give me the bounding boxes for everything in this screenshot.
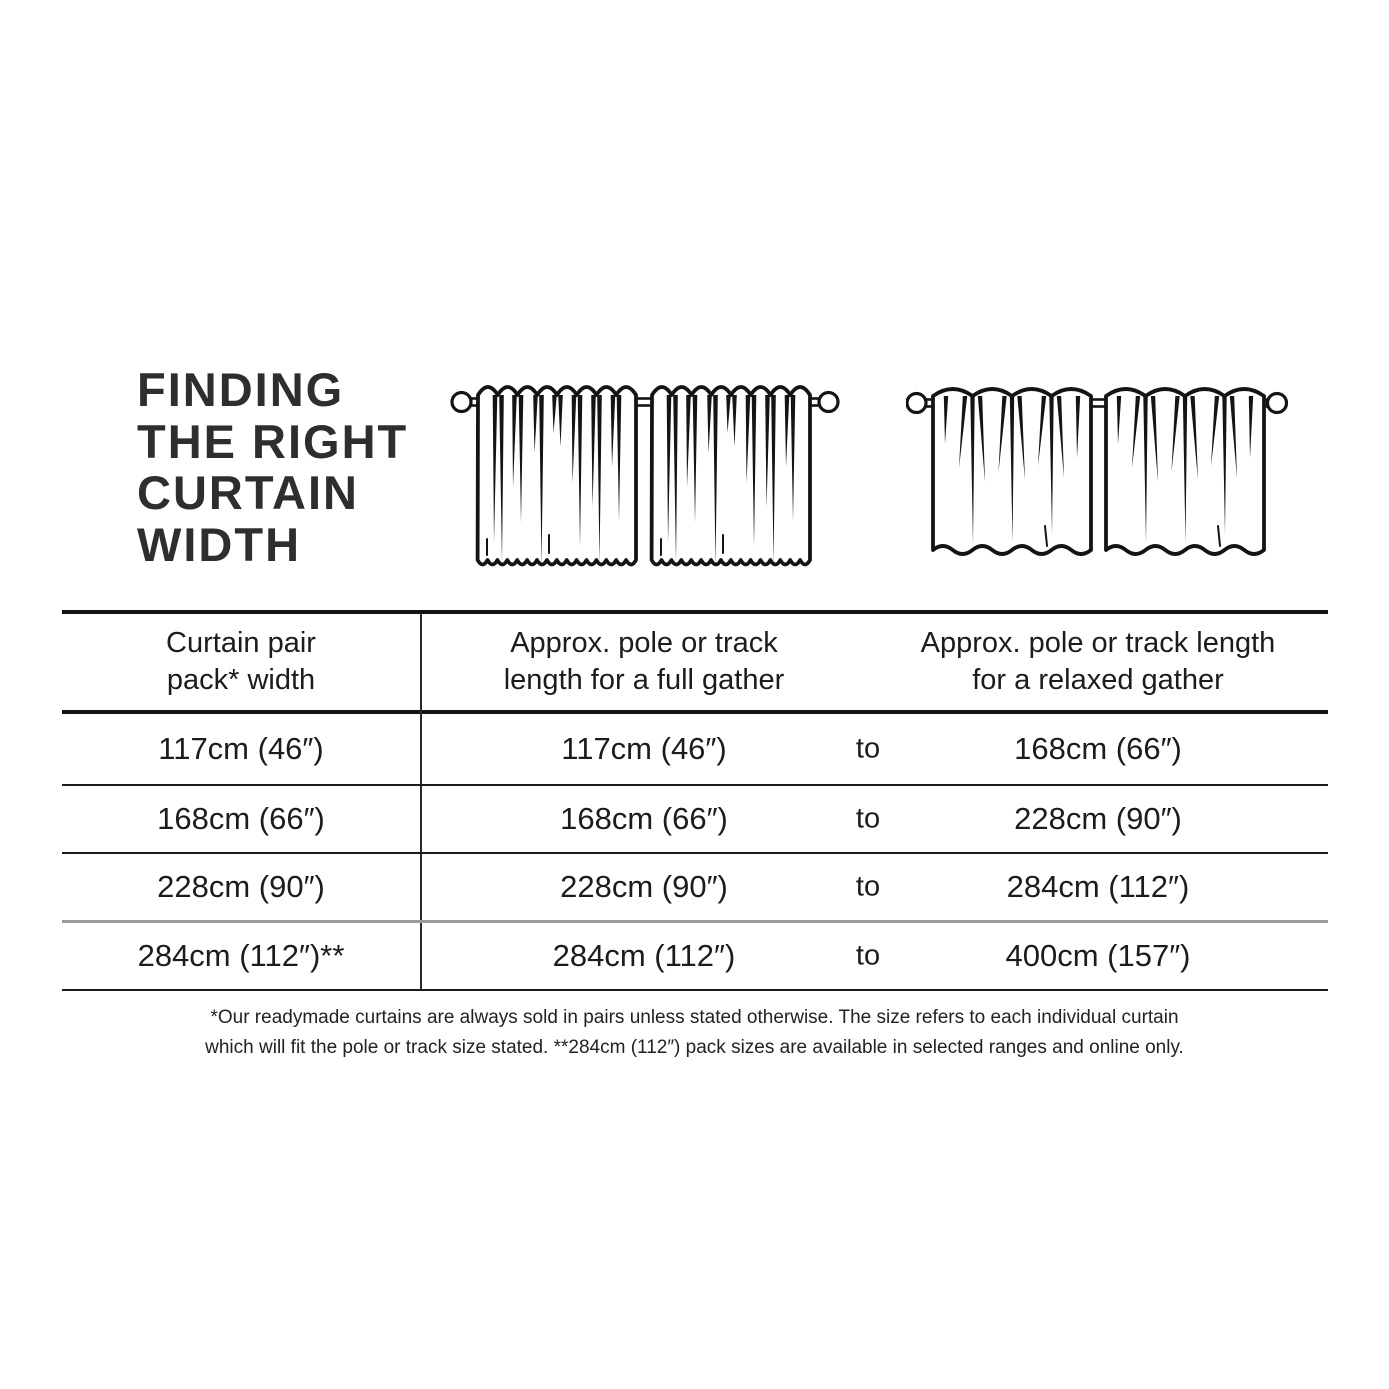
table-row <box>62 714 1328 784</box>
range-connector: to <box>855 732 881 765</box>
rod-finial-left-icon <box>907 394 926 413</box>
title-line: WIDTH <box>137 517 302 571</box>
range-connector: to <box>855 802 881 835</box>
curtain-panel-full-gather <box>478 387 636 567</box>
footnote-line: *Our readymade curtains are always sold in pairs unless stated otherwise. The size refers to each individual curtain <box>210 1007 1179 1028</box>
range-connector: to <box>855 939 881 972</box>
relaxed-gather-value: 168cm (66″) <box>1014 731 1182 766</box>
title-line: CURTAIN <box>137 466 359 519</box>
title-line: FINDING <box>137 363 345 416</box>
curtain-pair-full-gather-icon <box>450 377 842 587</box>
relaxed-gather-value: 228cm (90″) <box>1014 801 1182 836</box>
footnote-line: which will fit the pole or track size stated. **284cm (112″) pack sizes are available in selected ranges and online only. <box>205 1037 1184 1058</box>
table-row <box>62 852 1328 920</box>
pack-width-value: 284cm (112″)** <box>137 938 345 973</box>
full-gather-value: 284cm (112″) <box>552 938 736 973</box>
page-title <box>137 364 408 570</box>
pack-width-value: 117cm (46″) <box>158 731 324 766</box>
pack-width-value: 168cm (66″) <box>157 801 325 836</box>
footnote <box>0 1003 1389 1063</box>
table-row <box>62 920 1328 989</box>
title-line: THE RIGHT <box>137 414 409 468</box>
rod-finial-left-icon <box>452 393 471 412</box>
curtain-pair-relaxed-gather-illustration <box>906 380 1288 572</box>
full-gather-value: 117cm (46″) <box>561 731 727 766</box>
relaxed-gather-value: 400cm (157″) <box>1005 938 1191 973</box>
pack-width-value: 228cm (90″) <box>157 869 325 904</box>
curtain-pair-relaxed-gather-icon <box>906 380 1288 572</box>
full-gather-value: 228cm (90″) <box>560 869 728 904</box>
rod-finial-right-icon <box>819 393 838 412</box>
column-header-relaxed-gather: Approx. pole or track length for a relaxed gather <box>920 627 1276 696</box>
relaxed-gather-value: 284cm (112″) <box>1006 869 1190 904</box>
column-header-pack-width: Curtain pair pack* width <box>166 627 316 696</box>
curtain-pair-full-gather-illustration <box>450 377 842 587</box>
range-connector: to <box>855 870 881 903</box>
table-row <box>62 784 1328 852</box>
rod-finial-right-icon <box>1268 394 1287 413</box>
curtain-size-table <box>62 610 1328 991</box>
curtain-panel-relaxed-gather <box>933 389 1091 554</box>
column-header-full-gather: Approx. pole or track length for a full gather <box>503 627 785 696</box>
table-header-row <box>62 614 1328 714</box>
full-gather-value: 168cm (66″) <box>560 801 728 836</box>
